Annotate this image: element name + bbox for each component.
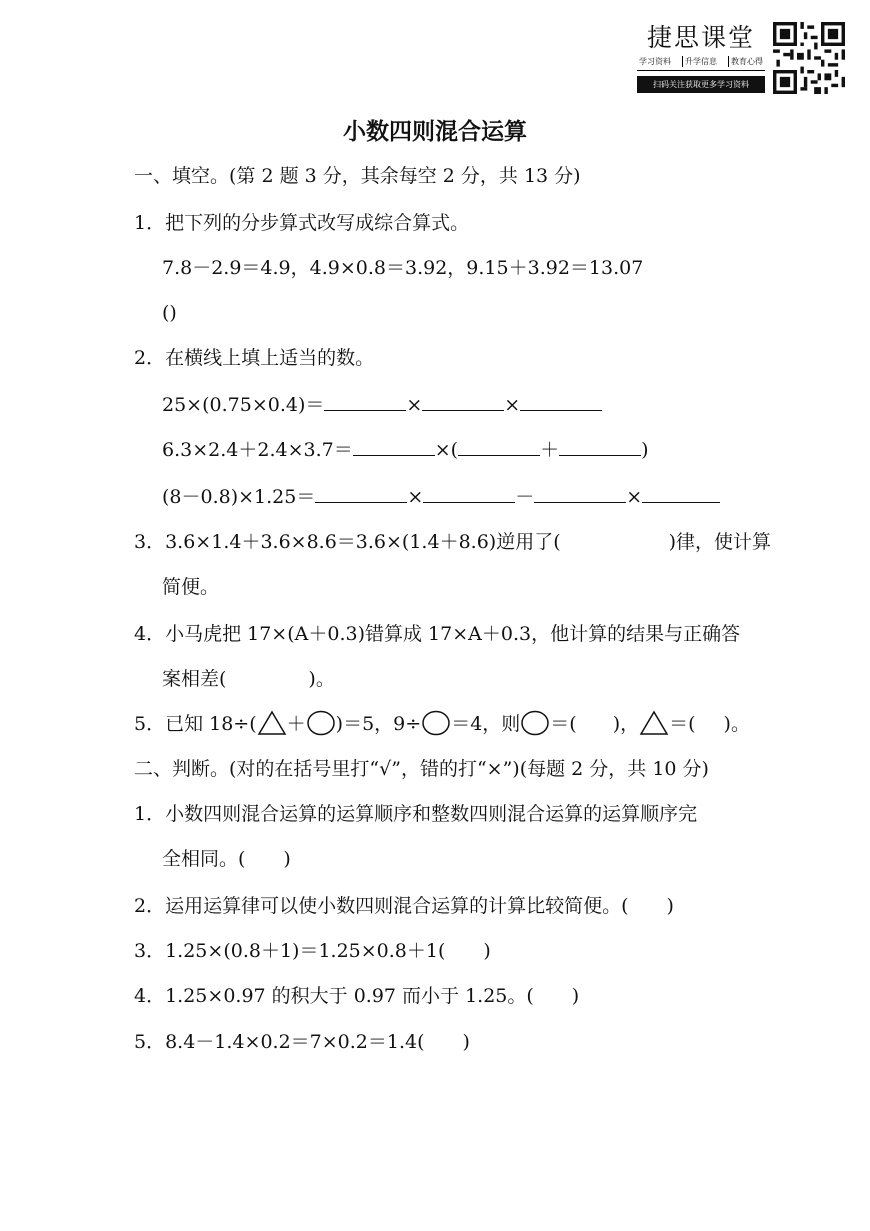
question-number: 5． [134, 1031, 166, 1053]
operator: × [406, 394, 423, 416]
question-text: 8.4－1.4×0.2＝7×0.2＝1.4( ) [165, 1031, 470, 1053]
operator: × [504, 394, 521, 416]
question-number: 2． [134, 347, 166, 369]
question-text: 案相差( [162, 668, 227, 690]
question-text: 运用运算律可以使小数四则混合运算的计算比较简便。( ) [165, 895, 674, 917]
question-number: 5． [134, 713, 166, 735]
fill-blank[interactable] [559, 437, 641, 456]
question-text: )。 [723, 713, 750, 735]
question-text: 把下列的分步算式改写成综合算式。 [165, 212, 470, 234]
fill-blank[interactable] [423, 484, 515, 503]
judgment-item-1[interactable] [134, 800, 697, 828]
judgment-item-1-continuation[interactable]: 全相同。( ) [162, 848, 291, 870]
operator: － [515, 486, 535, 508]
judgment-item-5[interactable] [134, 1028, 470, 1056]
fill-blank[interactable] [642, 484, 720, 503]
qr-code-icon [773, 22, 845, 94]
expression: 6.3×2.4＋2.4×3.7＝ [162, 439, 353, 461]
question-text: ＝4，则 [451, 713, 521, 735]
operator: × [407, 486, 424, 508]
brand-tag: 教育心得 [728, 56, 765, 67]
brand-block [637, 22, 765, 93]
question-text: ＝( [550, 713, 577, 735]
fill-blank[interactable] [520, 392, 602, 411]
question-1-5 [134, 710, 750, 738]
q1-answer-blank[interactable]: () [162, 302, 177, 324]
judgment-item-4[interactable] [134, 982, 579, 1010]
question-text: )， [612, 713, 640, 735]
circle-icon [520, 710, 550, 736]
expression: 25×(0.75×0.4)＝ [162, 394, 325, 416]
operator: ＋ [540, 439, 560, 461]
triangle-icon [257, 710, 287, 736]
question-text: 已知 18÷( [165, 713, 257, 735]
fill-blank[interactable] [315, 484, 407, 503]
question-number: 1． [134, 212, 166, 234]
question-1-4 [134, 620, 740, 648]
question-number: 3． [134, 940, 166, 962]
question-text: ＝( [669, 713, 696, 735]
brand-tags [637, 56, 765, 71]
question-text: 小马虎把 17×(A＋0.3)错算成 17×A＋0.3，他计算的结果与正确答 [165, 623, 741, 645]
question-text: )＝5，9÷ [335, 713, 422, 735]
question-text: 1.25×0.97 的积大于 0.97 而小于 1.25。( ) [165, 985, 580, 1007]
q2-line-3 [162, 483, 720, 511]
section2-heading: 二、判断。(对的在括号里打“√”，错的打“×”)(每题 2 分，共 10 分) [134, 758, 709, 780]
paren: ) [641, 439, 649, 461]
q2-line-1 [162, 391, 602, 419]
q1-steps: 7.8－2.9＝4.9，4.9×0.8＝3.92，9.15＋3.92＝13.07 [162, 257, 644, 279]
expression: (8－0.8)×1.25＝ [162, 486, 316, 508]
q4-continuation [162, 665, 335, 693]
operator: ＋ [286, 713, 306, 735]
q3-continuation: 简便。 [162, 576, 220, 598]
circle-icon [421, 710, 451, 736]
brand-tag: 学习资料 [639, 57, 671, 66]
fill-blank[interactable] [353, 437, 435, 456]
paren: ( [450, 439, 459, 461]
triangle-icon [639, 710, 669, 736]
operator: × [626, 486, 643, 508]
question-1-2 [134, 344, 374, 372]
question-text: )。 [308, 668, 335, 690]
q2-line-2 [162, 436, 649, 464]
fill-blank[interactable] [534, 484, 626, 503]
question-text: 1.25×(0.8＋1)＝1.25×0.8＋1( ) [165, 940, 491, 962]
question-text: 在横线上填上适当的数。 [165, 347, 375, 369]
fill-blank[interactable] [422, 392, 504, 411]
circle-icon [306, 710, 336, 736]
question-text: 小数四则混合运算的运算顺序和整数四则混合运算的运算顺序完 [165, 803, 698, 825]
judgment-item-2[interactable] [134, 892, 674, 920]
judgment-item-3[interactable] [134, 937, 491, 965]
page-title: 小数四则混合运算 [343, 119, 527, 145]
question-number: 2． [134, 895, 166, 917]
question-1-1 [134, 209, 469, 237]
brand-tag: 升学信息 [682, 56, 719, 67]
question-number: 3． [134, 531, 166, 553]
brand-name: 捷思课堂 [646, 23, 755, 52]
brand-slogan: 扫码关注获取更多学习资料 [637, 76, 765, 93]
question-1-3 [134, 528, 771, 556]
question-text: )律，使计算 [668, 531, 772, 553]
question-number: 1． [134, 803, 166, 825]
fill-blank[interactable] [458, 437, 540, 456]
fill-blank[interactable] [324, 392, 406, 411]
question-text: 3.6×1.4＋3.6×8.6＝3.6×(1.4＋8.6)逆用了( [165, 531, 561, 553]
question-number: 4． [134, 985, 166, 1007]
operator: × [434, 439, 451, 461]
question-number: 4． [134, 623, 166, 645]
section1-heading: 一、填空。(第 2 题 3 分，其余每空 2 分，共 13 分) [134, 165, 581, 187]
